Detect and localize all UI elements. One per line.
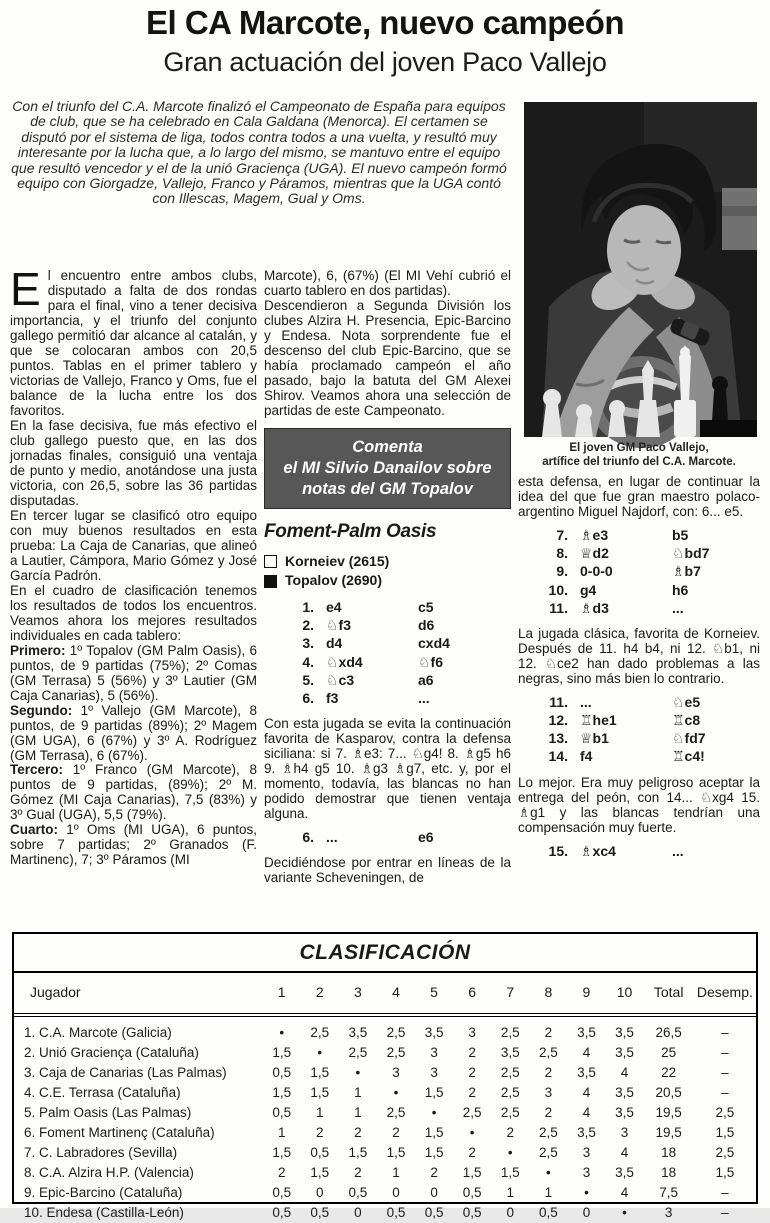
score-cell: 1,5 [424,1125,444,1140]
white-move: ♕d2 [580,545,609,562]
score-cell: 2,5 [386,1025,406,1040]
score-cell: 3,5 [615,1165,634,1180]
board-label: Cuarto: [10,822,58,838]
black-move: cxd4 [418,635,450,652]
table-row [14,1203,756,1223]
move-row [532,711,760,729]
score-cell: 2 [468,1045,476,1060]
column-header: Total [644,973,694,1015]
score-cell: 3 [544,1085,553,1100]
table-row [14,1123,756,1143]
black-player-row [264,571,511,591]
photo-caption-line2: artífice del triunfo del C.A. Marcote. [542,456,736,469]
score-cell: 2,5 [538,1125,558,1140]
move-number: 11. [549,693,568,710]
score-cell: 3,5 [348,1025,368,1040]
score-cell: 0 [316,1185,324,1200]
paragraph [10,762,257,822]
white-move: g4 [580,581,597,598]
score-cell: – [721,1065,729,1080]
score-cell: 1,5 [272,1045,292,1060]
team-name: 6. Foment Martinenç (Cataluña) [24,1125,215,1140]
score-cell: 1 [506,1185,515,1200]
white-move: ... [580,693,592,710]
score-cell: 3 [430,1065,438,1080]
score-cell: • [507,1145,513,1160]
move-number: 4. [302,653,314,670]
paragraph: En tercer lugar se clasificó otro equipo con muy buenos resultados en esta prueba: La Caja de Canarias, que alineó a Lautier, Cámpora, Mario Gómez y José García Padrón. [10,507,257,583]
score-cell: – [721,1205,729,1220]
move-list [518,693,760,766]
move-row [278,828,511,846]
score-cell: 2,5 [386,1045,406,1060]
score-cell: 3,5 [424,1025,444,1040]
score-cell: 4 [620,1065,629,1080]
score-cell: 1,5 [424,1145,444,1160]
drop-cap: E [10,263,41,315]
score-cell: 1,5 [500,1165,520,1180]
score-cell: 1,5 [715,1125,735,1140]
white-move: ♕b1 [580,730,609,747]
score-cell: 0 [430,1185,438,1200]
black-move: ♘fd7 [672,730,706,747]
move-number: 6. [302,689,314,706]
score-cell: – [721,1045,729,1060]
score-cell: 1 [544,1185,553,1200]
commentary-credit-line1: Comenta [352,437,423,456]
score-cell: 3 [620,1125,629,1140]
paragraph: Marcote), 6, (67%) (El MI Vehí cubrió el cuarto tablero en dos partidas). [264,268,511,298]
move-number: 6. [302,828,314,845]
score-cell: • [279,1025,285,1040]
move-number: 9. [556,563,568,580]
score-cell: 1,5 [424,1085,444,1100]
score-cell: 3,5 [577,1025,596,1040]
score-cell: 2,5 [538,1145,558,1160]
score-cell: 0 [506,1205,515,1220]
black-move: ... [672,842,684,859]
score-cell: 3,5 [615,1105,634,1120]
move-number: 5. [302,671,314,688]
table-row [14,1183,756,1203]
team-name: 8. C.A. Alzira H.P. (Valencia) [24,1165,194,1180]
team-name: 9. Epic-Barcino (Cataluña) [24,1185,183,1200]
black-square-icon [264,575,277,588]
score-cell: • [545,1165,551,1180]
score-cell: 1,5 [715,1165,735,1180]
score-cell: 3 [392,1065,400,1080]
column-header: 3 [339,973,377,1015]
score-cell: • [469,1125,475,1140]
score-cell: 19,5 [655,1125,682,1140]
black-move: ♗b7 [672,563,701,580]
white-move: ♖he1 [580,712,617,729]
move-row [532,581,760,599]
score-cell: 0,5 [386,1205,406,1220]
black-move: e6 [418,828,434,845]
game-title: Foment-Palm Oasis [264,520,437,542]
move-row [532,842,760,860]
move-row [532,729,760,747]
score-cell: 2,5 [462,1105,482,1120]
score-cell: 2,5 [500,1065,520,1080]
score-cell: 2 [354,1165,362,1180]
score-cell: – [721,1185,729,1200]
team-name: 4. C.E. Terrasa (Cataluña) [24,1085,181,1100]
paragraph-text: 1º Franco (GM Marcote), 8 puntos de 9 partidas, (89%); 2º M. Gómez (MI Caja Canarias), 7,5 (83%) y 3º Gual (UGA), 5,5 (79%). [10,762,257,823]
score-cell: 4 [620,1145,629,1160]
black-move: ... [418,689,430,706]
score-cell: 26,5 [655,1025,682,1040]
move-number: 8. [556,545,568,562]
photo-illustration [524,102,757,437]
white-move: f4 [580,748,593,765]
page-title: El CA Marcote, nuevo campeón [145,4,625,41]
black-move: ♖c4! [672,748,705,765]
move-row [278,616,511,634]
score-cell: 1,5 [348,1145,368,1160]
move-row [532,562,760,580]
score-cell: 2 [468,1145,476,1160]
white-move: ♘xd4 [326,653,363,670]
move-number: 15. [548,842,568,859]
score-cell: 4 [620,1185,629,1200]
score-cell: 0,5 [272,1205,292,1220]
paragraph [10,643,257,703]
white-move: e4 [326,598,342,615]
photo-paco-vallejo [524,102,757,437]
commentary-credit-line2: el MI Silvio Danailov sobre [283,458,492,477]
article-column-2 [264,268,511,885]
score-cell: 2 [544,1105,553,1120]
black-move: b5 [672,526,689,543]
score-cell: 2 [277,1165,286,1180]
score-cell: 25 [661,1045,677,1060]
move-number: 3. [302,635,314,652]
team-name: 2. Unió Graciença (Cataluña) [24,1045,199,1060]
score-cell: 2 [544,1025,553,1040]
annotation-paragraph: Decidiéndose por entrar en líneas de la variante Scheveningen, de [264,855,511,886]
score-cell: 2,5 [348,1045,368,1060]
black-move: ♘e5 [672,693,701,710]
black-move: ... [672,599,684,616]
move-row [278,689,511,707]
move-row [532,693,760,711]
article-column-3 [518,474,760,869]
annotation-paragraph: esta defensa, en lugar de continuar la idea del que fue gran maestro polaco-argentino Miguel Najdorf, con: 6... e5. [518,474,760,519]
score-cell: 3 [582,1165,591,1180]
white-move: 0-0-0 [580,563,613,580]
move-row [278,671,511,689]
white-square-icon [264,555,277,568]
score-cell: 2 [468,1085,476,1100]
score-cell: 1 [354,1085,362,1100]
score-cell: 2 [392,1125,400,1140]
move-row [278,634,511,652]
team-name: 5. Palm Oasis (Las Palmas) [24,1105,192,1120]
white-move: ... [326,828,338,845]
paragraph-text: 1º Oms (MI UGA), 6 puntos, sobre 7 partidas; 2º Granados (F. Martinenc), 7; 3º Páramos (MI [10,822,257,868]
score-cell: 1,5 [310,1085,330,1100]
team-name: 10. Endesa (Castilla-León) [24,1205,184,1220]
score-cell: 2,5 [500,1085,520,1100]
score-cell: 0,5 [348,1185,368,1200]
move-list [518,526,760,617]
black-player-name: Topalov (2690) [285,572,382,589]
black-move: c5 [418,598,434,615]
column-header: 4 [377,973,415,1015]
page-subtitle: Gran actuación del joven Paco Vallejo [163,47,607,77]
score-cell: 2 [316,1125,324,1140]
black-move: ♘bd7 [672,545,710,562]
score-cell: 0,5 [272,1105,292,1120]
column-header: Desemp. [694,973,756,1015]
column-header: 7 [491,973,529,1015]
white-move: ♘c3 [326,671,355,688]
score-cell: 1 [354,1105,362,1120]
score-cell: 2,5 [715,1105,735,1120]
score-cell: 2 [468,1065,476,1080]
paragraph: En el cuadro de clasificación tenemos los resultados de todos los encuentros. Veamos ahora los mejores resultados individuales en cada tablero: [10,582,257,643]
score-cell: 18 [661,1145,677,1160]
move-list [518,842,760,860]
score-cell: 1 [392,1165,400,1180]
score-cell: 2 [354,1125,362,1140]
commentary-credit-box [264,428,511,509]
score-cell: • [317,1045,323,1060]
white-move: f3 [326,689,339,706]
score-cell: 2,5 [310,1025,330,1040]
white-move: ♘f3 [326,617,351,634]
score-cell: – [721,1085,729,1100]
score-cell: 0,5 [310,1145,330,1160]
score-cell: 2,5 [500,1025,520,1040]
move-number: 12. [548,712,568,729]
move-list [264,828,511,846]
move-number: 1. [302,598,314,615]
score-cell: 0,5 [462,1205,482,1220]
score-cell: 4 [582,1045,591,1060]
score-cell: 0,5 [310,1205,330,1220]
score-cell: 2 [430,1165,438,1180]
score-cell: 1,5 [462,1165,482,1180]
paragraph [10,703,257,763]
team-name: 7. C. Labradores (Sevilla) [24,1145,178,1160]
score-cell: 0 [354,1205,362,1220]
white-player-name: Korneiev (2615) [285,552,390,569]
move-row [278,598,511,616]
intro-paragraph: Con el triunfo del C.A. Marcote finalizó el Campeonato de España para equipos de club, que se ha celebrado en Cala Galdana (Menorca). El certamen se disputó por el sistema de liga, todos contra todos a una vuelta, y resultó muy interesante por la lucha que, a lo largo del mismo, se mantuvo entre el equipo que resultó vencedor y el de la unió Graciença (UGA). El nuevo campeón formó equipo con Giorgadze, Vallejo, Franco y Páramos, mientras que la UGA contó con Illescas, Magem, Gual y Oms. [11,98,507,207]
score-cell: • [584,1185,589,1200]
paragraph: En la fase decisiva, fue más efectivo el club gallego puesto que, en las dos jornadas finales, consiguió una ventaja de punto y medio, anotándose una justa victoria, con 26,5, sobre las 36 partidas disputadas. [10,417,257,508]
table-row [14,1083,756,1103]
black-move: a6 [418,671,434,688]
classification-title: CLASIFICACIÓN [14,934,756,973]
score-cell: • [431,1105,437,1120]
score-cell: 3,5 [615,1085,634,1100]
score-cell: 3,5 [577,1125,596,1140]
column-header: Jugador [14,973,263,1015]
score-cell: 2 [544,1065,553,1080]
paragraph-text: l encuentro entre ambos clubs, disputado a falta de dos rondas para el final, vino a tener decisiva importancia, y el triunfo del conjunto gallego permitió dar alcance al catalán, y que se colocaran ambos con 20,5 puntos. Tablas en el primer tablero y victorias de Vallejo, Franco y Oms, fue el balance de la lucha entre los dos favoritos. [10,268,257,418]
score-cell: 0 [392,1185,400,1200]
annotation-paragraph: La jugada clásica, favorita de Korneiev. Después de 11. h4 b4, ni 12. ♘b1, ni 12. ♘ce2 han dado problemas a las negras, sino más bien lo contrario. [518,625,760,686]
black-move: ♖c8 [672,712,701,729]
standings-table [14,973,756,1223]
photo-caption-line1: El joven GM Paco Vallejo, [569,442,709,454]
move-row [532,747,760,765]
score-cell: 0,5 [272,1065,292,1080]
column-header: 8 [529,973,567,1015]
score-cell: 3 [468,1025,476,1040]
table-row [14,1143,756,1163]
score-cell: 19,5 [655,1105,682,1120]
column-header: 9 [567,973,605,1015]
team-name: 3. Caja de Canarias (Las Palmas) [24,1065,227,1080]
board-label: Tercero: [10,762,64,778]
paragraph [10,263,257,418]
column-header: 6 [453,973,491,1015]
move-row [532,544,760,562]
score-cell: 0 [582,1205,591,1220]
score-cell: 1,5 [386,1145,406,1160]
board-label: Primero: [10,642,66,658]
table-row [14,1163,756,1183]
column-header: 2 [301,973,339,1015]
score-cell: 7,5 [659,1185,679,1200]
paragraph: Descendieron a Segunda División los clubes Alzira H. Presencia, Epic-Barcino y Endesa. Nota sorprendente fue el descenso del club Epic-Barcino, que se había proclamado campeón el año pasado, bajo la batuta del GM Alexei Shirov. Veamos ahora una selección de partidas de este Campeonato. [264,297,511,418]
score-cell: – [721,1025,729,1040]
score-cell: 3 [582,1145,591,1160]
column-header: 1 [263,973,301,1015]
paragraph-text: 1º Vallejo (GM Marcote), 8 puntos, de 9 partidas (89%); 2º Magem (GM UGA), 6 (67%) y 3º A. Rodríguez (GM Terrasa), 6 (67%). [10,702,257,763]
score-cell: 1,5 [310,1065,330,1080]
score-cell: 2,5 [715,1145,735,1160]
score-cell: 3 [430,1045,438,1060]
score-cell: 20,5 [655,1085,682,1100]
column-header: 10 [606,973,644,1015]
move-number: 11. [549,599,568,616]
score-cell: 0,5 [462,1185,482,1200]
score-cell: 1,5 [272,1085,292,1100]
score-cell: 1,5 [310,1165,330,1180]
score-cell: • [622,1205,627,1220]
score-cell: 2,5 [500,1105,520,1120]
table-row [14,1015,756,1043]
move-number: 14. [548,748,568,765]
score-cell: 0,5 [272,1185,292,1200]
column-header: 5 [415,973,453,1015]
move-number: 7. [556,526,568,543]
score-cell: 22 [661,1065,677,1080]
commentary-credit-line3: notas del GM Topalov [302,479,473,498]
score-cell: 3,5 [615,1025,634,1040]
score-cell: • [355,1065,361,1080]
black-move: ♘f6 [418,653,443,670]
score-cell: 18 [661,1165,677,1180]
photo-caption [516,441,762,470]
white-move: ♗e3 [580,526,609,543]
score-cell: • [393,1085,399,1100]
move-row [532,599,760,617]
move-number: 10. [548,581,568,598]
classification-table [12,932,758,1220]
score-cell: 2 [506,1125,515,1140]
score-cell: 3,5 [500,1045,520,1060]
score-cell: 4 [582,1105,591,1120]
score-cell: 1 [316,1105,324,1120]
annotation-paragraph: Con esta jugada se evita la continuación favorita de Kasparov, contra la defensa siciliana: si 7. ♗e3: 7... ♘g4! 8. ♗g5 h6 9. ♗h4 g5 10. ♗g3 ♗g7, etc. y, por el momento, todavía, las blancas no han podido demostrar que tienen ventaja alguna. [264,716,511,821]
annotation-paragraph: Lo mejor. Era muy peligroso aceptar la entrega del peón, con 14... ♘xg4 15. ♗g1 y las blancas tendrían una compensación muy fuerte. [518,774,760,835]
article-column-1 [10,263,257,868]
move-number: 13. [548,730,568,747]
score-cell: 1,5 [272,1145,292,1160]
score-cell: 2,5 [538,1045,558,1060]
table-row [14,1063,756,1083]
team-name: 1. C.A. Marcote (Galicia) [24,1025,172,1040]
move-row [278,653,511,671]
score-cell: 4 [582,1085,591,1100]
white-move: ♗xc4 [580,842,616,859]
white-player-row [264,552,511,572]
score-cell: 2,5 [386,1105,406,1120]
move-number: 2. [302,617,314,634]
paragraph-text: 1º Topalov (GM Palm Oasis), 6 puntos, de 9 partidas (75%); 2º Comas (GM Terrasa) 5 (56%) y 3º Lautier (GM Caja Canarias), 5 (56%). [10,642,257,703]
paragraph [10,822,257,867]
score-cell: 3,5 [577,1065,596,1080]
board-label: Segundo: [10,702,73,718]
table-row [14,1043,756,1063]
white-move: ♗d3 [580,599,609,616]
score-cell: 3 [664,1205,673,1220]
header-row [14,973,756,1015]
score-cell: 3,5 [615,1045,634,1060]
white-move: d4 [326,635,343,652]
score-cell: 0,5 [538,1205,558,1220]
score-cell: 0,5 [424,1205,444,1220]
black-move: h6 [672,581,689,598]
table-row [14,1103,756,1123]
move-list [264,598,511,707]
black-move: d6 [418,617,435,634]
score-cell: 1 [277,1125,286,1140]
move-row [532,526,760,544]
